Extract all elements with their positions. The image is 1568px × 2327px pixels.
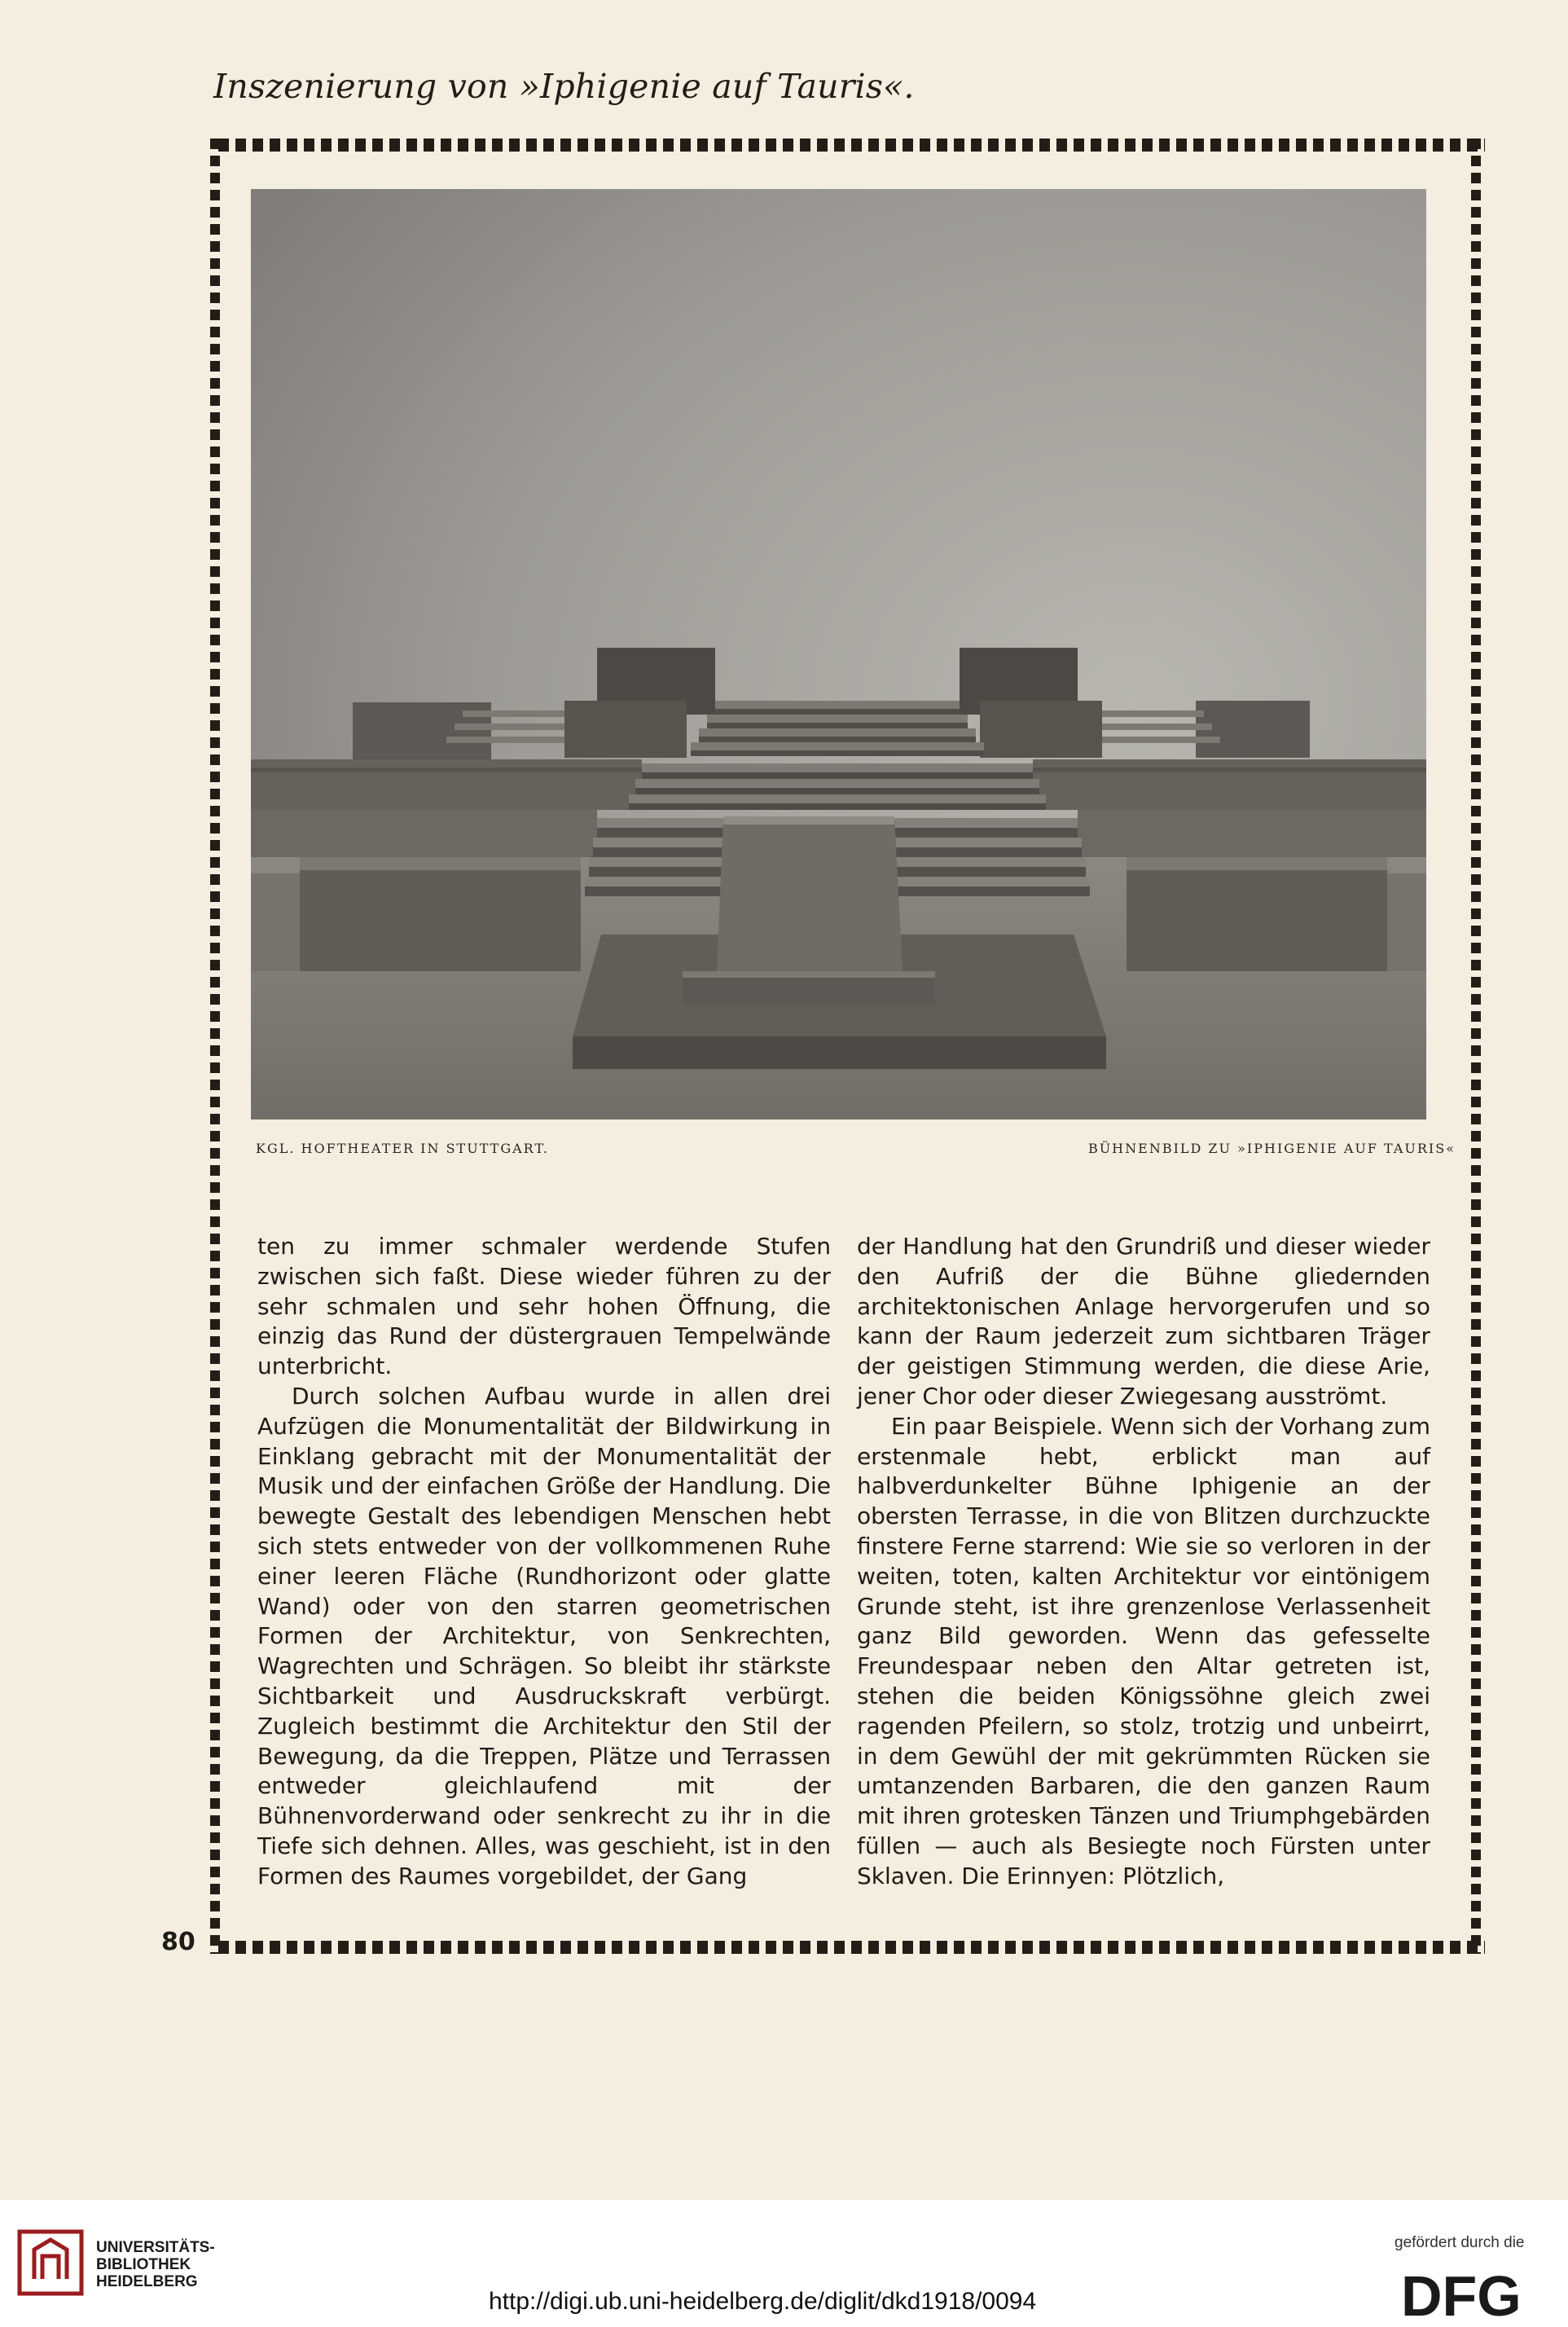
page-number: 80 <box>161 1928 195 1956</box>
paragraph: Ein paar Beispiele. Wenn sich der Vorhang zum erstenmale hebt, erblickt man auf halbverdunkelter Bühne Iphigenie an der obersten Terrasse, in die von Blitzen durchzuckte finstere Ferne starrend: Wie sie so verloren in der weiten, toten, kalten Architektur vor eintönigem Grunde steht, ist ihre grenzenlose Verlassenheit ganz Bild geworden. Wenn das gefesselte Freundespaar neben den Altar getreten ist, stehen die beiden Königssöhne gleich zwei ragenden Pfeilern, so stolz, trotzig und unbeirrt, in dem Gewühl der mit gekrümmten Rücken sie umtanzenden Barbaren, die den ganzen Raum mit ihren grotesken Tänzen und Triumphgebärden füllen — auch als Besiegte noch Fürsten unter Sklaven. Die Erinnyen: Plötzlich, <box>857 1412 1430 1889</box>
border-bottom <box>218 1941 1485 1954</box>
border-right <box>1471 139 1481 1954</box>
source-url-link[interactable]: http://digi.ub.uni-heidelberg.de/diglit/dkd1918/0094 <box>489 2288 1037 2315</box>
dfg-logo-icon <box>1401 2267 1556 2320</box>
paragraph: ten zu immer schmaler werdende Stufen zwischen sich faßt. Diese wieder führen zu der sehr schmalen und sehr hohen Öffnung, die einzig das Rund der düstergrauen Tempelwände unterbricht. <box>257 1233 831 1380</box>
university-library-name <box>96 2239 215 2290</box>
library-line: BIBLIOTHEK <box>96 2256 191 2273</box>
library-line: UNIVERSITÄTS- <box>96 2239 215 2256</box>
figure-caption-right: BÜHNENBILD ZU »IPHIGENIE AUF TAURIS« <box>1087 1141 1456 1156</box>
sponsor-label: gefördert durch die <box>1395 2234 1525 2251</box>
running-title: Inszenierung von »Iphigenie auf Tauris«. <box>213 67 915 106</box>
paragraph: Durch solchen Aufbau wurde in allen drei Aufzügen die Monumentalität der Bildwirkung in Einklang gebracht mit der Monumentalität der Musik und der einfachen Größe der Handlung. Die bewegte Gestalt des lebendigen Menschen hebt sich stets entweder von der vollkommenen Ruhe einer leeren Fläche (Rundhorizont oder glatte Wand) oder von den starren geometrischen Formen der Architektur, von Senkrechten, Wagrechten und Schrägen. So bleibt ihr stärkste Sichtbarkeit und Ausdruckskraft verbürgt. Zugleich bestimmt die Architektur den Stil der Bewegung, da die Treppen, Plätze und Terrassen entweder gleichlaufend mit der Bühnenvorderwand oder senkrecht zu ihr in die Tiefe sich dehnen. Alles, was geschieht, ist in den Formen des Raumes vorgebildet, der Gang <box>257 1382 831 1889</box>
university-library-logo-icon <box>16 2228 85 2297</box>
stage-design-illustration <box>251 189 1426 1120</box>
paragraph: der Handlung hat den Grundriß und dieser wieder den Aufriß der die Bühne gliedernden architektonischen Anlage hervorgerufen und so kann der Raum jederzeit zum sichtbaren Träger der geistigen Stimmung werden, die diese Arie, jener Chor oder dieser Zwiegesang ausströmt. <box>857 1233 1430 1410</box>
dfg-logo-text: DFG <box>1401 2267 1522 2320</box>
text-column-right <box>857 1232 1430 1892</box>
library-line: HEIDELBERG <box>96 2273 198 2290</box>
border-left <box>210 139 220 1954</box>
figure-caption-left: KGL. HOFTHEATER IN STUTTGART. <box>256 1141 549 1156</box>
text-column-left <box>257 1232 831 1892</box>
border-top <box>218 139 1485 152</box>
